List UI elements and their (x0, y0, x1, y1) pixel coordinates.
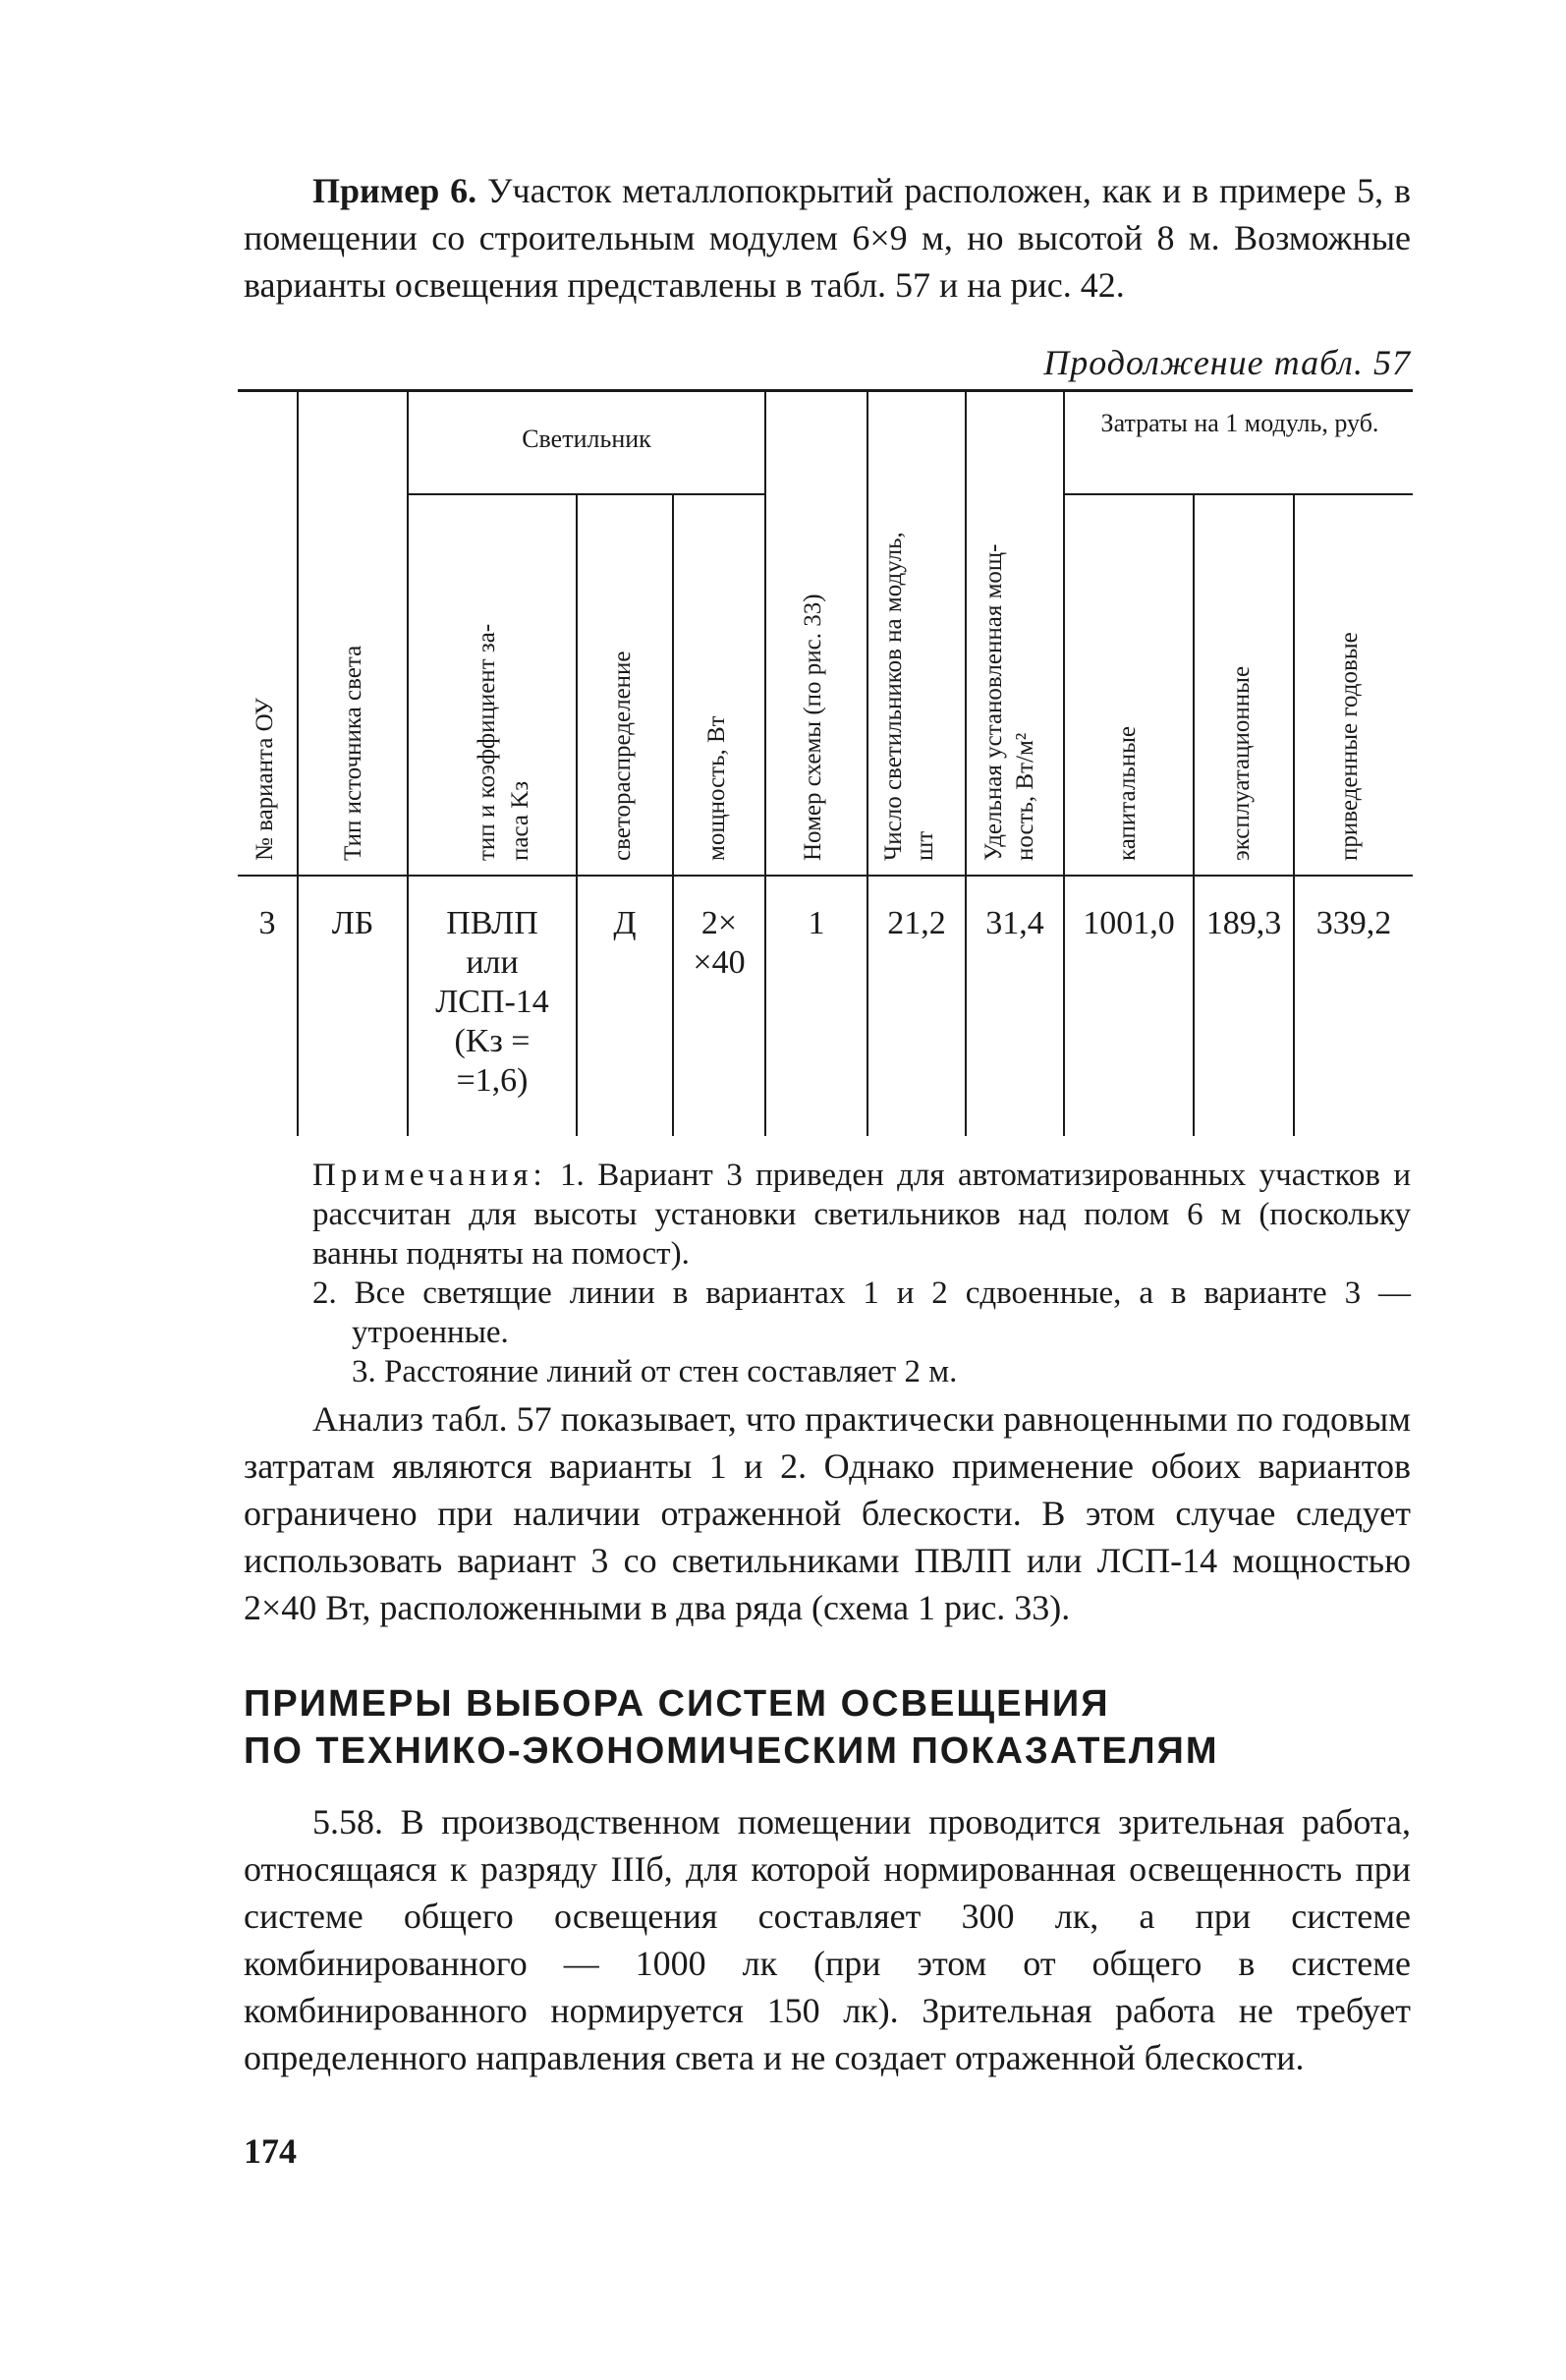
header-distribution: светораспределение (609, 651, 636, 861)
header-annual: приведенные годовые (1336, 632, 1363, 861)
header-lum-type-2: паса Kз (507, 780, 533, 861)
col-rule (297, 389, 299, 1136)
table-continuation-caption: Продолжение табл. 57 (1043, 343, 1411, 382)
cell-lum-type-line: (Kз = (454, 1023, 531, 1059)
cell-capital: 1001,0 (1083, 905, 1175, 941)
costs-group-rule (1063, 493, 1413, 495)
cell-operating: 189,3 (1205, 905, 1282, 941)
table-top-rule (238, 389, 1413, 392)
page-number: 174 (244, 2131, 297, 2171)
cell-power-line: 2× (700, 905, 738, 941)
header-bottom-rule (238, 875, 1413, 877)
cell-specific: 31,4 (985, 905, 1044, 941)
example-label: Пример 6. (312, 171, 477, 210)
note-3: 3. Расстояние линий от стен составляет 2 м. (352, 1354, 958, 1389)
cell-variant: 3 (258, 905, 276, 941)
note-1-text: 1. Вариант 3 приведен для автоматизированных участков и рассчитан для высоты установки светильников над полом 6 м (поскольку ванны подняты на помост). (312, 1158, 1411, 1272)
cell-source: ЛБ (331, 905, 374, 941)
cell-lum-type (409, 904, 576, 1101)
header-luminaire: Светильник (522, 425, 651, 453)
col-rule (1063, 389, 1065, 1136)
col-rule (867, 389, 868, 1136)
section-heading (244, 1680, 1411, 1775)
notes-label: Примечания: (312, 1158, 547, 1193)
analysis-paragraph: Анализ табл. 57 показывает, что практически равноценными по годовым затратам являются варианты 1 и 2. Однако применение обоих вариантов ограничено при наличии отраженной блескости. В этом случае следует использовать вариант 3 со светильниками ПВЛП или ЛСП-14 мощностью 2×40 Вт, расположенными в два ряда (схема 1 рис. 33). (244, 1399, 1411, 1627)
cell-annual: 339,2 (1315, 905, 1392, 941)
header-lum-type: тип и коэффициент за- (474, 623, 500, 861)
cell-power-line: ×40 (693, 944, 746, 981)
col-rule (672, 493, 674, 1136)
header-power: мощность, Вт (703, 715, 730, 861)
header-operating: эксплуатационные (1228, 665, 1255, 861)
cell-scheme: 1 (808, 905, 825, 941)
header-specific: Удельная установленная мощ- (980, 543, 1007, 861)
col-rule (576, 493, 578, 1136)
cell-lum-type-line: ЛСП-14 (435, 984, 549, 1020)
col-rule (1193, 493, 1195, 1136)
luminaire-group-rule (407, 493, 764, 495)
col-rule (764, 389, 766, 1136)
section-heading-line: ПО ТЕХНИКО-ЭКОНОМИЧЕСКИМ ПОКАЗАТЕЛЯМ (244, 1730, 1219, 1772)
header-capital: капитальные (1114, 726, 1141, 861)
lighting-table (238, 389, 1413, 1136)
cell-lum-type-line: или (466, 944, 519, 981)
header-count: Число светильников на модуль, (880, 532, 907, 861)
note-1 (312, 1156, 1411, 1274)
cell-lum-type-line: =1,6) (456, 1062, 529, 1099)
cell-distribution: Д (613, 905, 637, 941)
cell-count: 21,2 (887, 905, 946, 941)
intro-paragraph (244, 167, 1411, 309)
col-rule (965, 389, 967, 1136)
header-count-2: шт (912, 830, 938, 861)
header-source: Тип источника света (340, 645, 366, 861)
intro-text: Участок металлопокрытий расположен, как и в примере 5, в помещении со строительным модулем 6×9 м, но высотой 8 м. Возможные варианты освещения представлены в табл. 57 и на рис. 42. (244, 171, 1411, 305)
cell-lum-type-line: ПВЛП (446, 905, 538, 941)
col-rule (1293, 493, 1295, 1136)
paragraph-5-58: 5.58. В производственном помещении проводится зрительная работа, относящаяся к разряду IIIб, для которой нормированная освещенность при системе общего освещения составляет 300 лк, а при системе комбинированного — 1000 лк (при этом от общего в системе комбинированного нормируется 150 лк). Зрительная работа не требует определенного направления света и не создает отраженной блескости. (244, 1802, 1411, 2077)
cell-power (674, 904, 764, 983)
header-specific-2: ность, Вт/м² (1012, 732, 1038, 861)
header-variant: № варианта ОУ (252, 698, 278, 861)
section-heading-line: ПРИМЕРЫ ВЫБОРА СИСТЕМ ОСВЕЩЕНИЯ (244, 1683, 1110, 1725)
note-2: 2. Все светящие линии в вариантах 1 и 2 сдвоенные, а в варианте 3 — утроенные. (312, 1275, 1411, 1350)
header-scheme: Номер схемы (по рис. 33) (800, 594, 826, 861)
header-costs: Затраты на 1 модуль, руб. (1100, 409, 1379, 437)
